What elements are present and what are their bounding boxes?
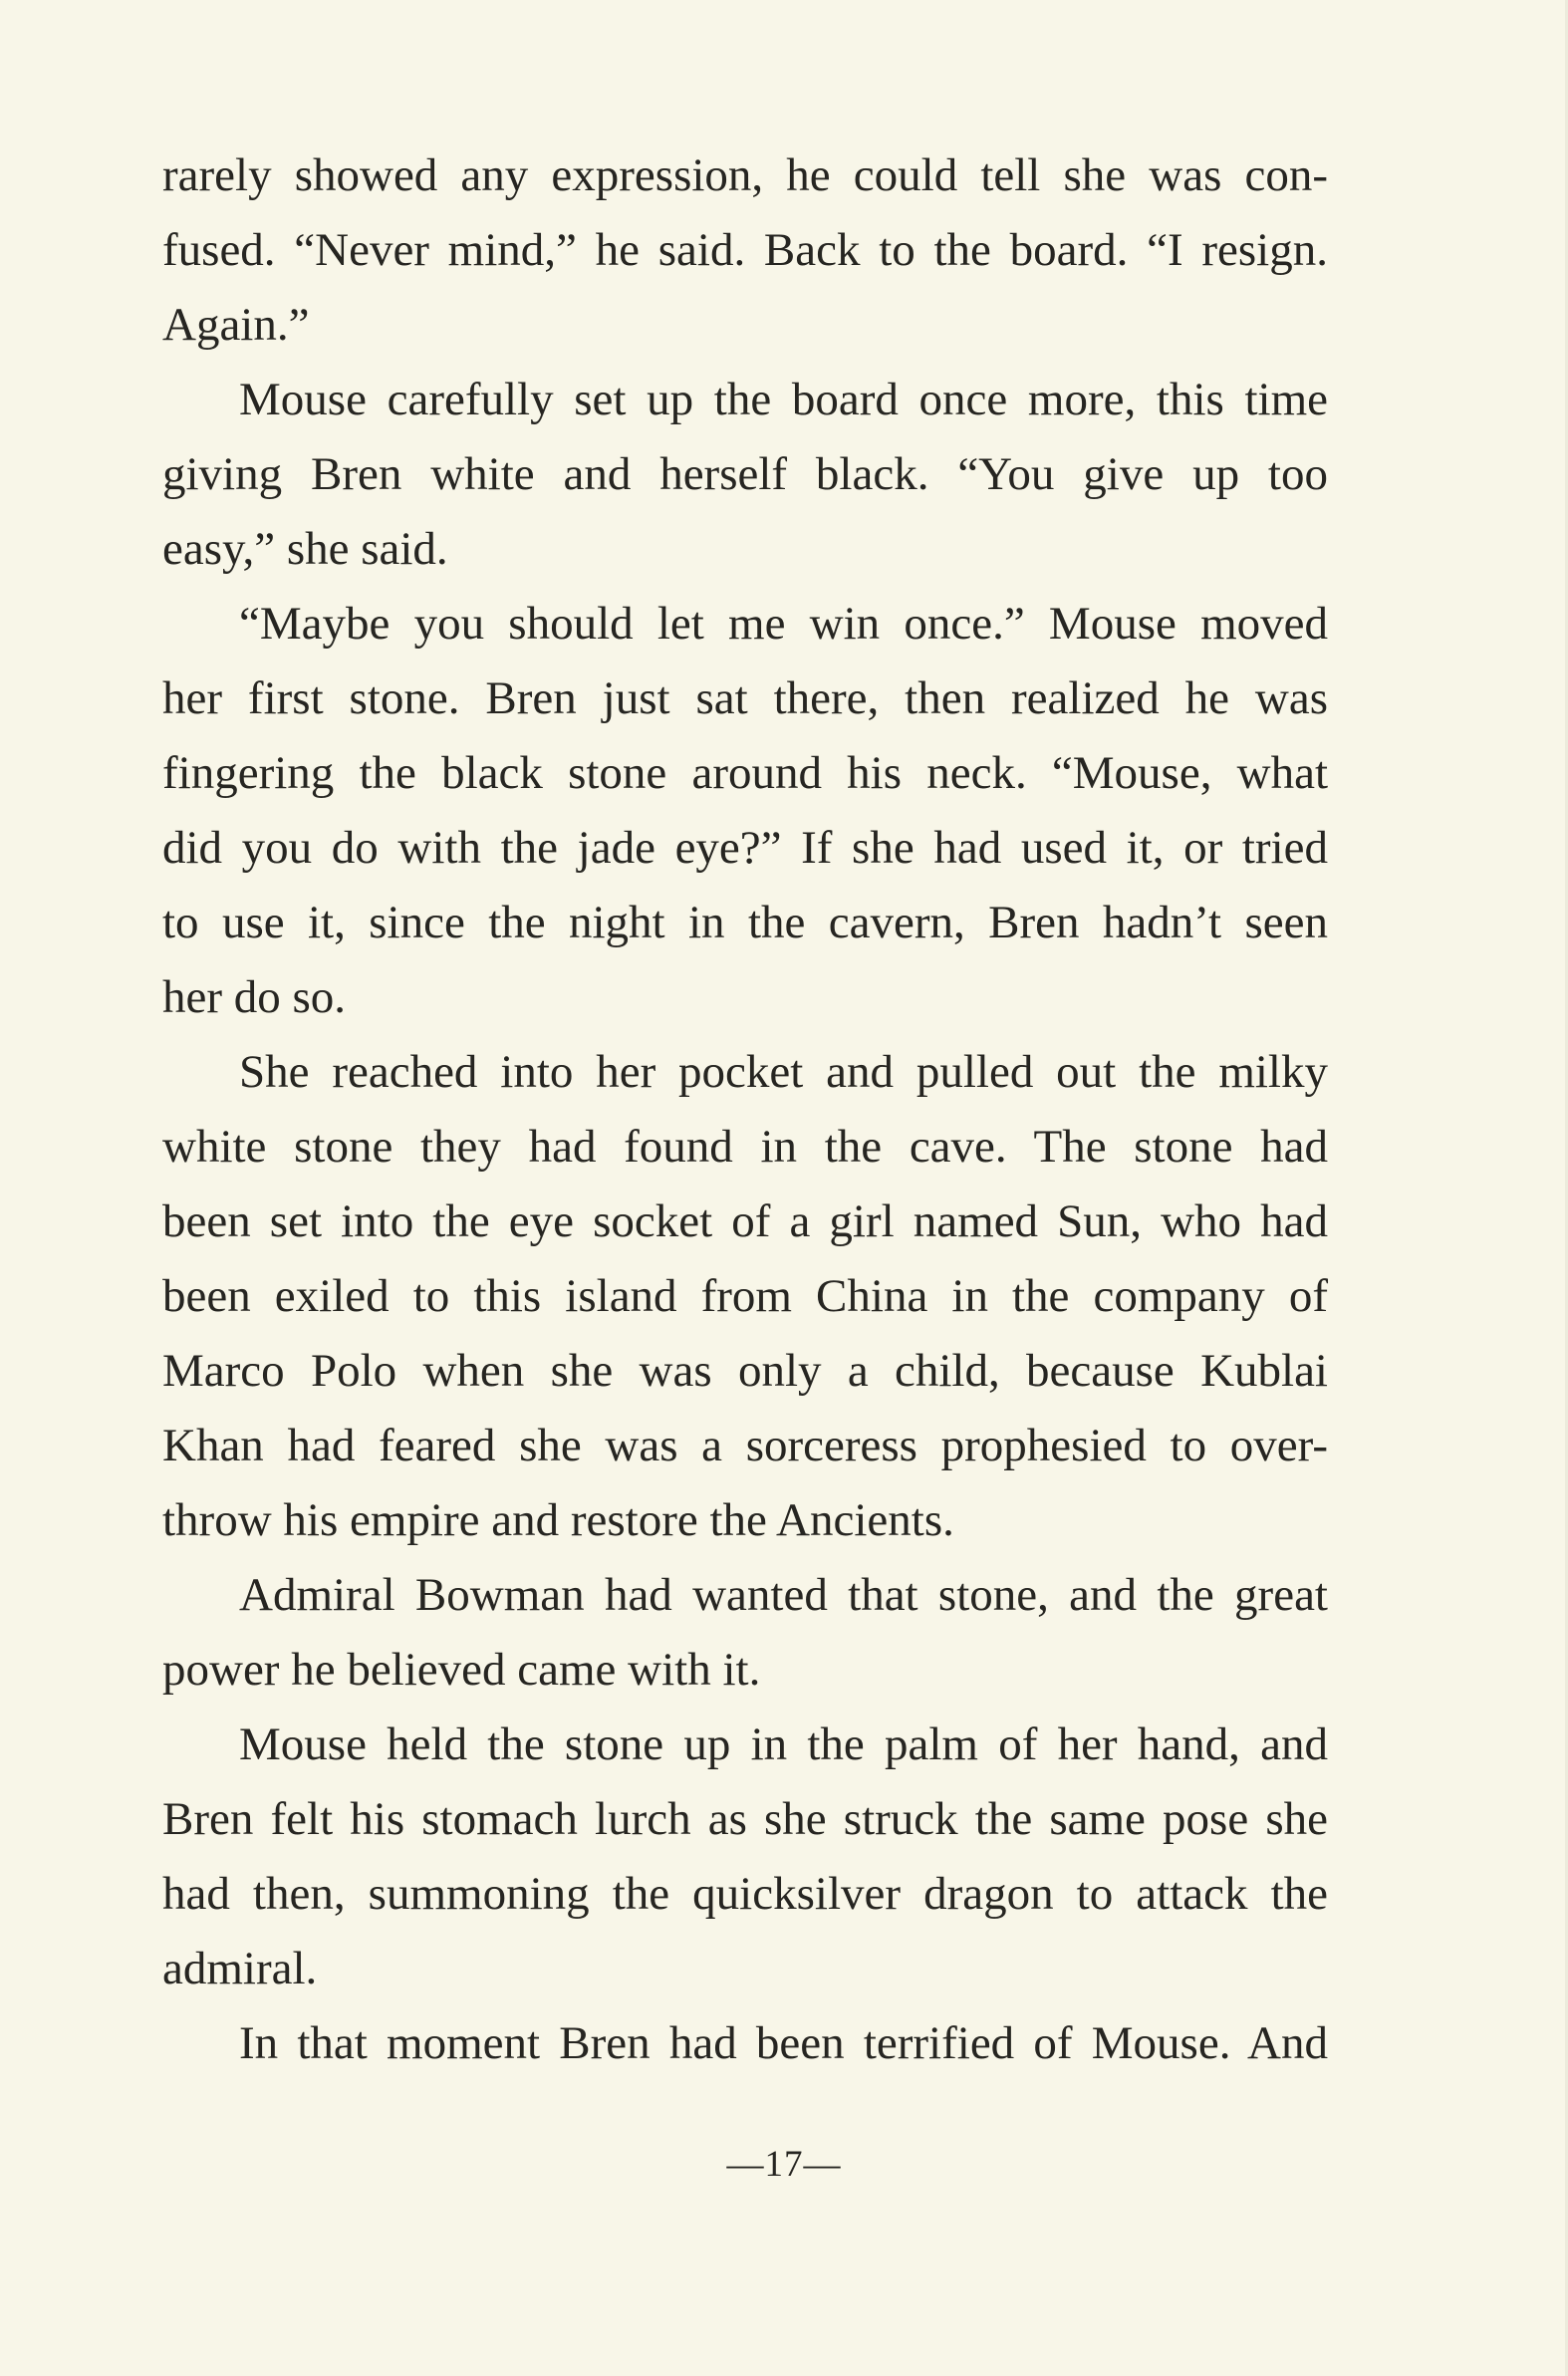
text-line: her do so. — [162, 971, 347, 1023]
text-line: been set into the eye socket of a girl named Sun, who had — [162, 1195, 1328, 1247]
text-line: Admiral Bowman had wanted that stone, and the great — [239, 1569, 1328, 1621]
text-line: fused. “Never mind,” he said. Back to the board. “I resign. — [162, 224, 1328, 276]
text-line: Marco Polo when she was only a child, because Kublai — [162, 1345, 1328, 1397]
text-line: Again.” — [162, 299, 310, 351]
page-number: —17— — [726, 2144, 842, 2185]
text-line: rarely showed any expression, he could tell she was con- — [162, 149, 1328, 201]
text-line: fingering the black stone around his neck. “Mouse, what — [162, 747, 1328, 799]
text-line: Khan had feared she was a sorceress prophesied to over- — [162, 1420, 1328, 1471]
text-line: admiral. — [162, 1943, 318, 1994]
text-line: did you do with the jade eye?” If she had used it, or tried — [162, 822, 1328, 874]
text-line: her first stone. Bren just sat there, then realized he was — [162, 672, 1328, 724]
text-line: to use it, since the night in the cavern, Bren hadn’t seen — [162, 897, 1328, 948]
text-line: power he believed came with it. — [162, 1644, 761, 1696]
body-text — [162, 138, 1328, 2081]
text-line: white stone they had found in the cave. The stone had — [162, 1121, 1328, 1173]
text-line: Mouse held the stone up in the palm of her hand, and — [239, 1718, 1328, 1770]
text-line: “Maybe you should let me win once.” Mouse moved — [239, 598, 1328, 650]
text-line: She reached into her pocket and pulled out the milky — [239, 1046, 1328, 1098]
text-line: Bren felt his stomach lurch as she struck the same pose she — [162, 1793, 1328, 1845]
text-line: In that moment Bren had been terrified of Mouse. And — [239, 2017, 1328, 2069]
text-line: been exiled to this island from China in the company of — [162, 1270, 1328, 1322]
text-line: giving Bren white and herself black. “You give up too — [162, 448, 1328, 500]
text-line: easy,” she said. — [162, 523, 448, 575]
text-line: had then, summoning the quicksilver dragon to attack the — [162, 1868, 1328, 1920]
text-line: Mouse carefully set up the board once more, this time — [239, 374, 1328, 425]
text-line: throw his empire and restore the Ancients. — [162, 1494, 954, 1546]
